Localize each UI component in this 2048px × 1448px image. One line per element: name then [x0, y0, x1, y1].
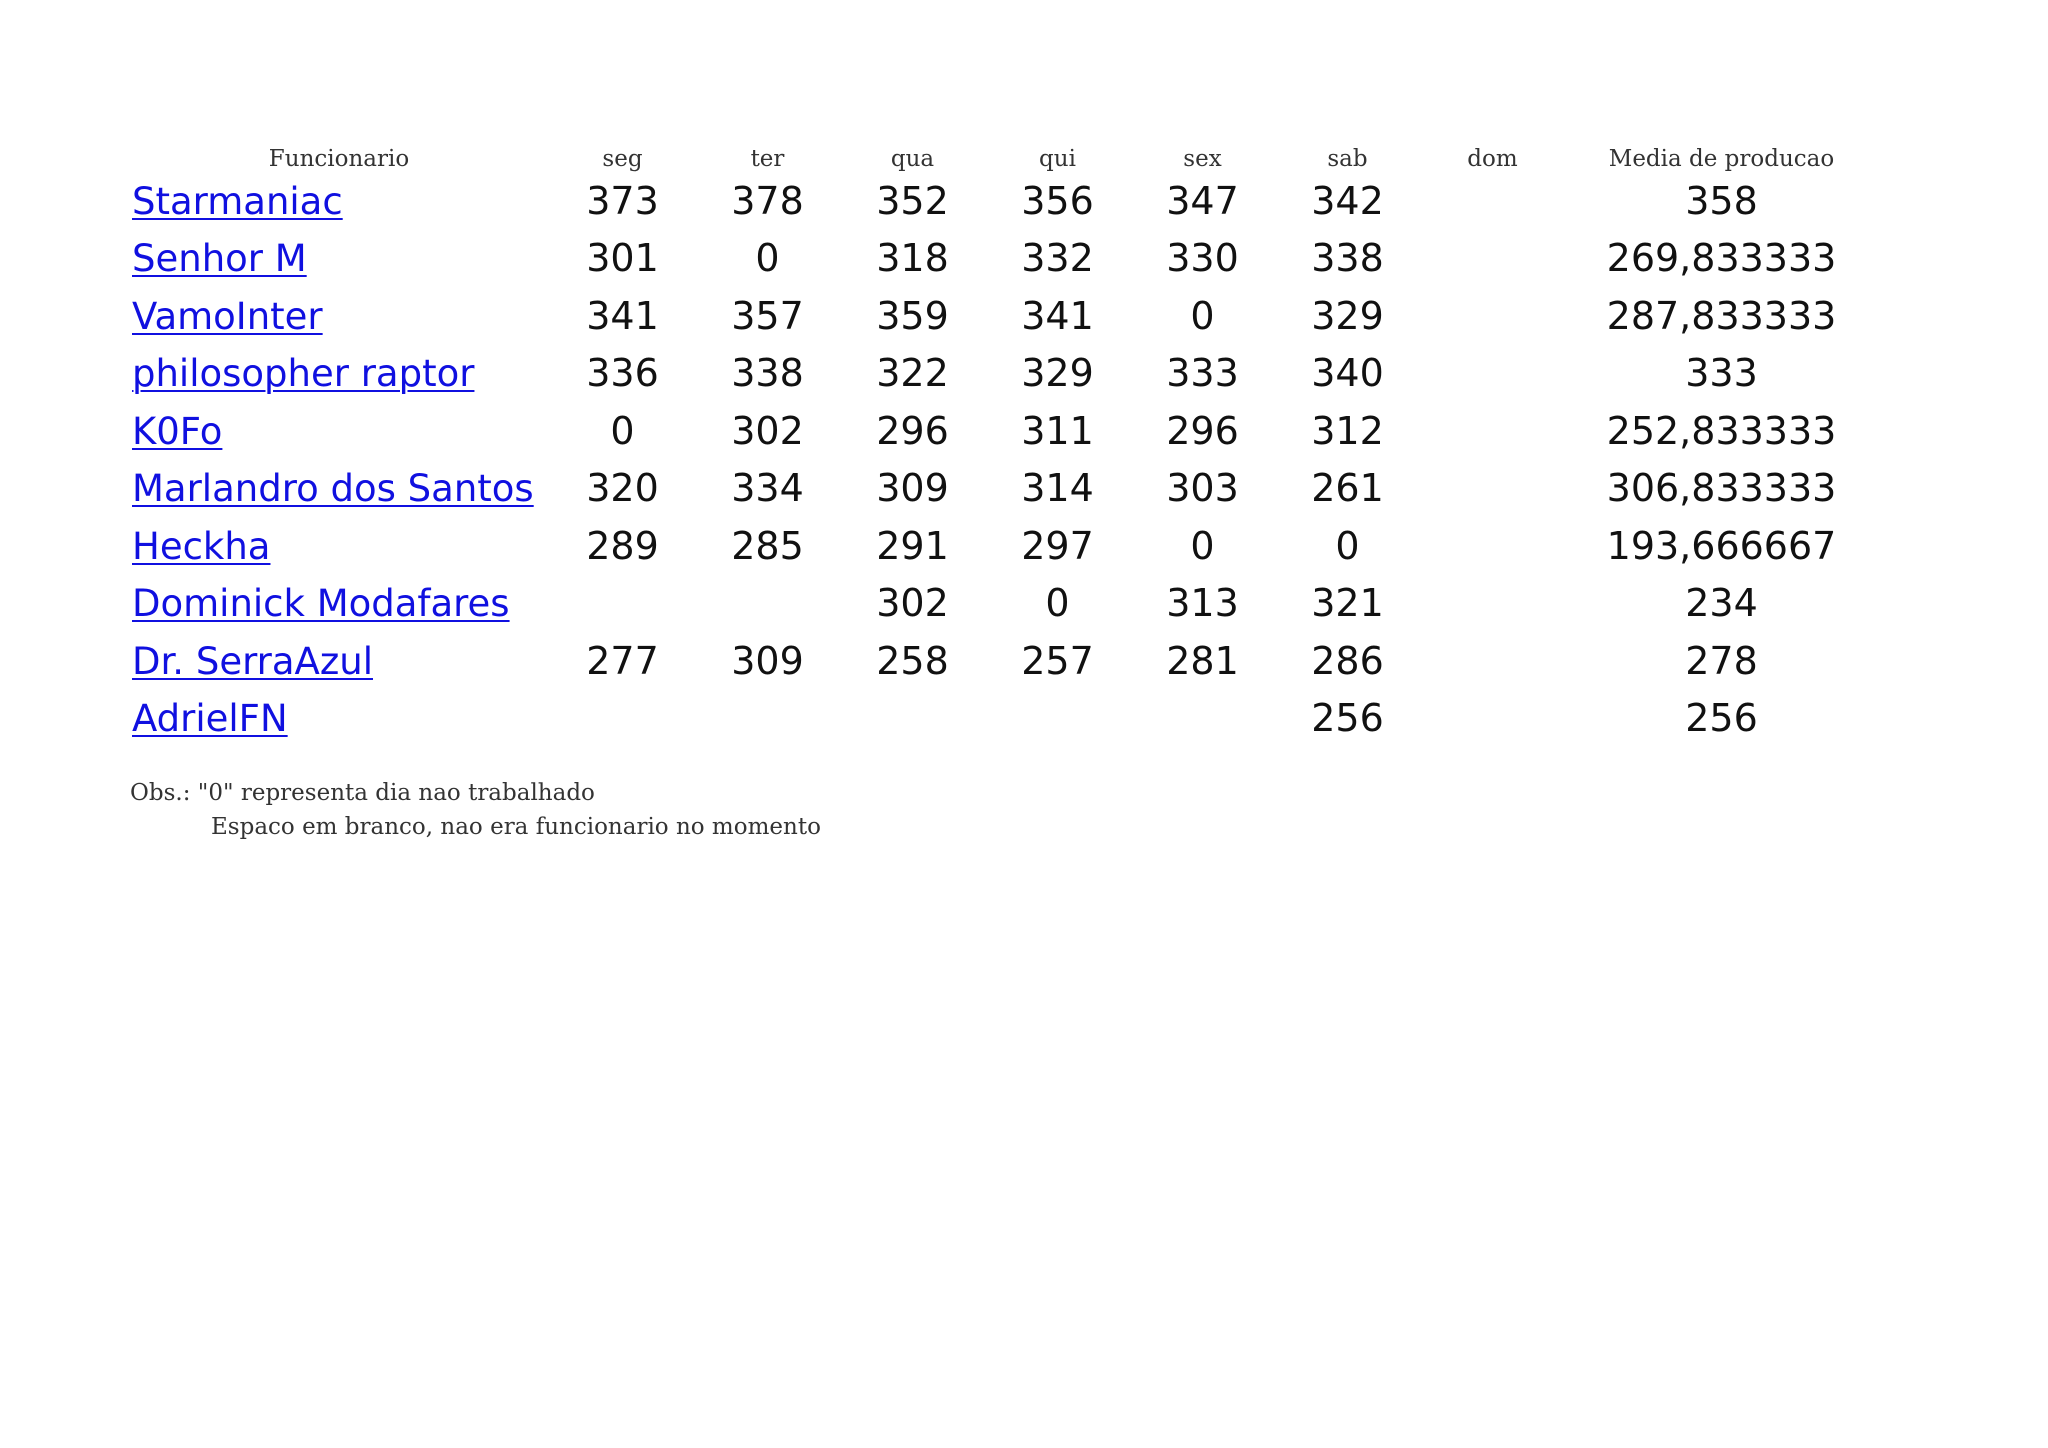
- cell-dom: [1420, 632, 1565, 690]
- table-row: [128, 575, 1878, 633]
- cell-seg: 0: [610, 408, 635, 453]
- employee-cell: [128, 517, 550, 575]
- table-body: [128, 172, 1878, 747]
- cell-sab: 321: [1311, 581, 1384, 626]
- employee-link[interactable]: Starmaniac: [132, 179, 343, 223]
- cell-qui: 329: [1021, 351, 1094, 396]
- cell-sab: 312: [1311, 408, 1384, 453]
- cell-qui: 356: [1021, 178, 1094, 223]
- header-row: [128, 136, 1878, 172]
- note-blank-meaning: Espaco em branco, nao era funcionario no momento: [211, 814, 821, 840]
- employee-cell: [128, 575, 550, 633]
- cell-seg: [550, 575, 695, 633]
- cell-dom: [1420, 172, 1565, 230]
- table-row: [128, 632, 1878, 690]
- cell-qua: 258: [876, 638, 949, 683]
- employee-link[interactable]: Marlandro dos Santos: [132, 467, 534, 511]
- cell-sab: 286: [1311, 638, 1384, 683]
- cell-seg: [550, 690, 695, 748]
- cell-seg: 320: [586, 466, 659, 511]
- cell-sex: 313: [1166, 581, 1239, 626]
- cell-sab: 338: [1311, 236, 1384, 281]
- header-qui: qui: [1039, 146, 1076, 172]
- cell-seg: 277: [586, 638, 659, 683]
- cell-qua: 318: [876, 236, 949, 281]
- header-ter: ter: [750, 146, 785, 172]
- cell-qui: 257: [1021, 638, 1094, 683]
- cell-qui: 0: [1045, 581, 1070, 626]
- employee-link[interactable]: Senhor M: [132, 237, 307, 281]
- cell-seg: 301: [586, 236, 659, 281]
- cell-dom: [1420, 575, 1565, 633]
- header-media: Media de producao: [1608, 146, 1835, 172]
- cell-sex: 303: [1166, 466, 1239, 511]
- cell-ter: [695, 575, 840, 633]
- header-sex: sex: [1183, 146, 1222, 172]
- cell-sex: [1130, 690, 1275, 748]
- cell-media: 333: [1685, 351, 1758, 396]
- cell-sex: 333: [1166, 351, 1239, 396]
- cell-dom: [1420, 460, 1565, 518]
- cell-sex: 0: [1190, 523, 1215, 568]
- cell-sab: 261: [1311, 466, 1384, 511]
- cell-seg: 373: [586, 178, 659, 223]
- employee-cell: [128, 460, 550, 518]
- cell-seg: 341: [586, 293, 659, 338]
- cell-ter: 285: [731, 523, 804, 568]
- employee-cell: [128, 172, 550, 230]
- cell-qui: 341: [1021, 293, 1094, 338]
- table-row: [128, 517, 1878, 575]
- header-dom: dom: [1467, 146, 1518, 172]
- cell-seg: 336: [586, 351, 659, 396]
- cell-qua: 291: [876, 523, 949, 568]
- employee-cell: [128, 690, 550, 748]
- header-sab: sab: [1327, 146, 1368, 172]
- employee-cell: [128, 632, 550, 690]
- cell-dom: [1420, 230, 1565, 288]
- cell-ter: 334: [731, 466, 804, 511]
- cell-qui: [985, 690, 1130, 748]
- header-seg: seg: [602, 146, 643, 172]
- cell-dom: [1420, 287, 1565, 345]
- table-row: [128, 230, 1878, 288]
- cell-qua: 296: [876, 408, 949, 453]
- employee-link[interactable]: Heckha: [132, 524, 271, 568]
- note-zero-meaning: Obs.: "0" representa dia nao trabalhado: [130, 780, 595, 806]
- cell-ter: [695, 690, 840, 748]
- cell-qui: 332: [1021, 236, 1094, 281]
- employee-cell: [128, 402, 550, 460]
- cell-sex: 347: [1166, 178, 1239, 223]
- cell-qua: 309: [876, 466, 949, 511]
- cell-media: 278: [1685, 638, 1758, 683]
- cell-media: 256: [1685, 696, 1758, 741]
- cell-media: 193,666667: [1606, 523, 1837, 568]
- cell-sex: 296: [1166, 408, 1239, 453]
- cell-seg: 289: [586, 523, 659, 568]
- cell-ter: 357: [731, 293, 804, 338]
- cell-qua: 322: [876, 351, 949, 396]
- cell-dom: [1420, 345, 1565, 403]
- cell-qui: 311: [1021, 408, 1094, 453]
- cell-media: 287,833333: [1606, 293, 1837, 338]
- table-row: [128, 287, 1878, 345]
- cell-qua: 359: [876, 293, 949, 338]
- cell-qua: 302: [876, 581, 949, 626]
- cell-sab: 329: [1311, 293, 1384, 338]
- cell-ter: 378: [731, 178, 804, 223]
- cell-dom: [1420, 402, 1565, 460]
- cell-sab: 342: [1311, 178, 1384, 223]
- cell-ter: 338: [731, 351, 804, 396]
- cell-media: 234: [1685, 581, 1758, 626]
- cell-qua: [840, 690, 985, 748]
- cell-qui: 297: [1021, 523, 1094, 568]
- cell-ter: 0: [755, 236, 780, 281]
- cell-sex: 0: [1190, 293, 1215, 338]
- cell-sab: 340: [1311, 351, 1384, 396]
- production-table: [128, 136, 1878, 747]
- employee-cell: [128, 345, 550, 403]
- cell-media: 358: [1685, 178, 1758, 223]
- cell-media: 306,833333: [1606, 466, 1837, 511]
- table-row: [128, 460, 1878, 518]
- employee-cell: [128, 230, 550, 288]
- cell-sex: 330: [1166, 236, 1239, 281]
- table-row: [128, 402, 1878, 460]
- header-funcionario: Funcionario: [268, 146, 410, 172]
- cell-media: 269,833333: [1606, 236, 1837, 281]
- employee-link[interactable]: VamoInter: [132, 294, 323, 338]
- cell-sab: 0: [1335, 523, 1360, 568]
- cell-sab: 256: [1311, 696, 1384, 741]
- cell-qua: 352: [876, 178, 949, 223]
- cell-media: 252,833333: [1606, 408, 1837, 453]
- table-row: [128, 690, 1878, 748]
- employee-link[interactable]: AdrielFN: [132, 697, 288, 741]
- cell-qui: 314: [1021, 466, 1094, 511]
- cell-sex: 281: [1166, 638, 1239, 683]
- employee-link[interactable]: K0Fo: [132, 409, 223, 453]
- employee-link[interactable]: philosopher raptor: [132, 352, 475, 396]
- employee-link[interactable]: Dominick Modafares: [132, 582, 510, 626]
- table-row: [128, 345, 1878, 403]
- table-row: [128, 172, 1878, 230]
- cell-dom: [1420, 690, 1565, 748]
- cell-ter: 302: [731, 408, 804, 453]
- employee-link[interactable]: Dr. SerraAzul: [132, 639, 373, 683]
- cell-ter: 309: [731, 638, 804, 683]
- header-qua: qua: [890, 146, 935, 172]
- employee-cell: [128, 287, 550, 345]
- cell-dom: [1420, 517, 1565, 575]
